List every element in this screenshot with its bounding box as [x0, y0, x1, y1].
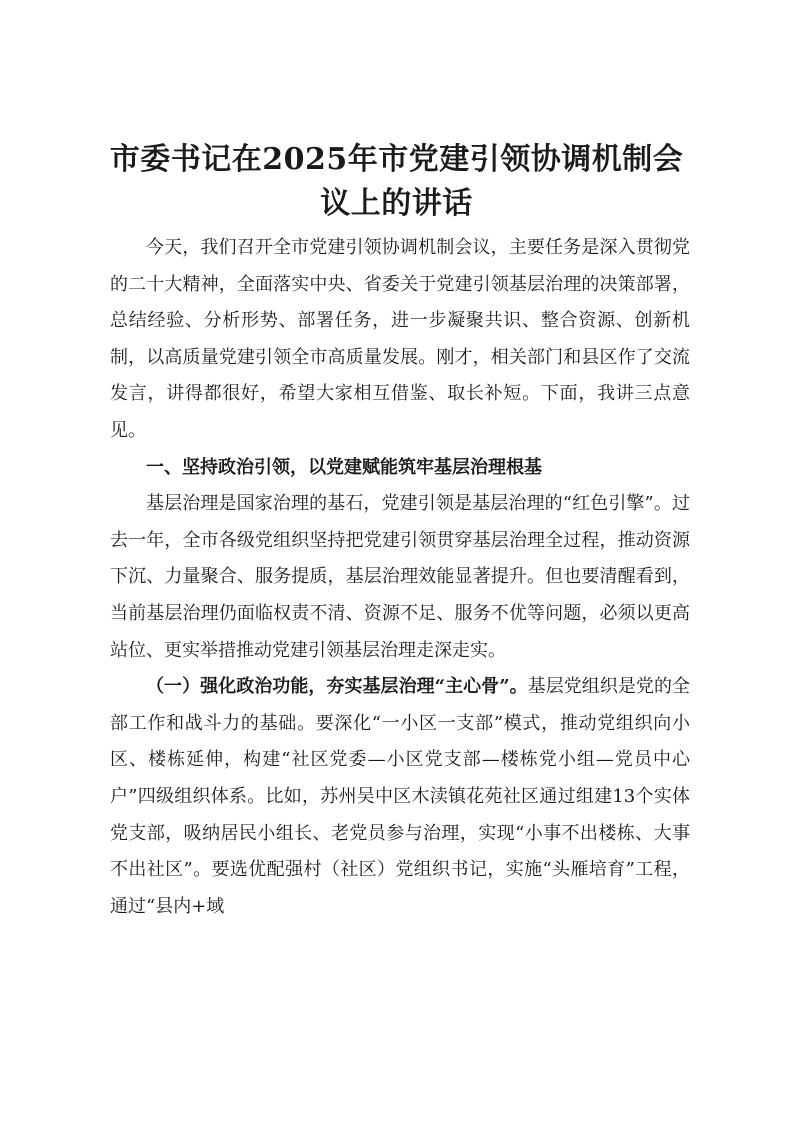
section-1-paragraph: 基层治理是国家治理的基石，党建引领是基层治理的“红色引擎”。过去一年，全市各级党组织坚持把党建引领贯穿基层治理全过程，推动资源下沉、力量聚合、服务提质，基层治理效能显著提升。但也要清醒看到，当前基层治理仍面临权责不清、资源不足、服务不优等问题，必须以更高站位、更实举措推动党建引领基层治理走深走实。	[110, 493, 690, 661]
subsection-1-paragraph	[110, 669, 690, 925]
intro-paragraph: 今天，我们召开全市党建引领协调机制会议，主要任务是深入贯彻党的二十大精神，全面落实中央、省委关于党建引领基层治理的决策部署，总结经验、分析形势、部署任务，进一步凝聚共识、整合资源、创新机制，以高质量党建引领全市高质量发展。刚才，相关部门和县区作了交流发言，讲得都很好，希望大家相互借鉴、取长补短。下面，我讲三点意见。	[110, 237, 690, 441]
document-title: 市委书记在2025年市党建引领协调机制会议上的讲话	[109, 142, 684, 221]
subsection-1-body: 基层党组织是党的全部工作和战斗力的基础。要深化“一小区一支部”模式，推动党组织向小区、楼栋延伸，构建“社区党委—小区党支部—楼栋党小组—党员中心户”四级组织体系。比如，苏州吴中区木渎镇花苑社区通过组建13个实体党支部，吸纳居民小组长、老党员参与治理，实现“小事不出楼栋、大事不出社区”。要选优配强村（社区）党组织书记，实施“头雁培育”工程，通过“县内+域	[110, 676, 690, 917]
document-body	[110, 230, 690, 925]
section-heading-1: 一、坚持政治引领，以党建赋能筑牢基层治理根基	[146, 456, 542, 478]
subsection-1-lead: （一）强化政治功能，夯实基层治理“主心骨”。	[146, 676, 528, 698]
